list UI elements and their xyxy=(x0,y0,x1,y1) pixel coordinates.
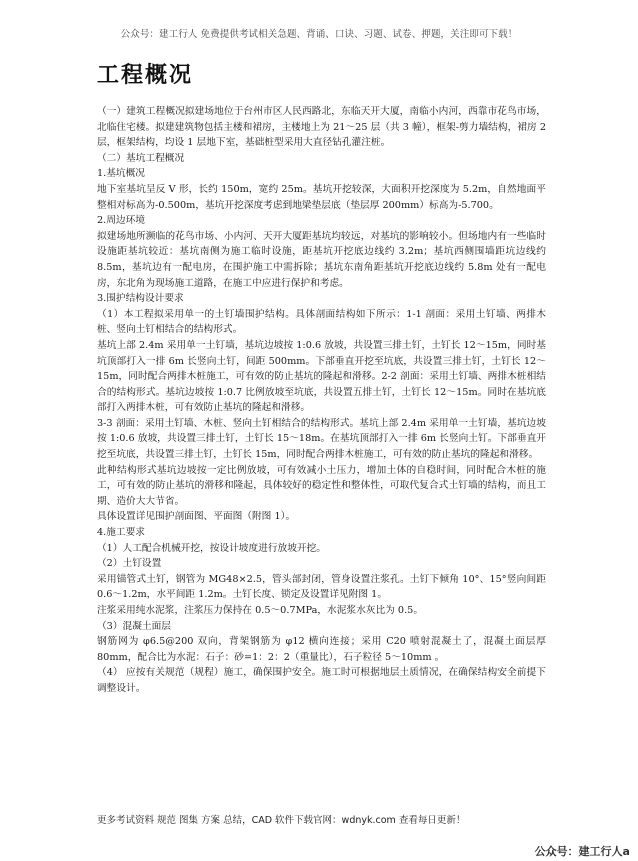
paragraph: 3-3 剖面：采用土钉墙、木桩、竖向土钉相结合的结构形式。基坑上部 2.4m 采用单一土钉墙，基坑边坡按 1:0.6 放坡，共设置三排土钉，土钉长 15～18m。在基坑顶部打入一排 6m 长竖向土钉。下部垂直开挖至坑底，共设置三排土钉，土钉长 15m，同时配合两排木桩施工，可有效的防止基坑的隆起和滑移。 xyxy=(97,417,546,461)
paragraph: 注浆采用纯水泥浆，注浆压力保持在 0.5～0.7MPa，水泥浆水灰比为 0.5。 xyxy=(97,605,424,616)
paragraph: 基坑上部 2.4m 采用单一土钉墙，基坑边坡按 1:0.6 放坡，共设置三排土钉，土钉长 12～15m，同时基坑顶部打入一排 6m 长竖向土钉，间距 500mm。下部垂直开挖至坑底，共设置三排土钉，土钉长 12～15m，同时配合两排木桩施工，可有效的防止基坑的隆起和滑移。2-2 剖面：采用土钉墙、两排木桩相结合的结构形式。基坑边坡按 1:0.7 比例放坡至坑底，共设置五排土钉，土钉长 12～15m。同时在基坑底部打入两排木桩，可有效防止基坑的隆起和滑移。 xyxy=(97,339,546,414)
paragraph: 具体设置详见围护剖面图、平面图（附图 1）。 xyxy=(97,511,296,523)
paragraph: （3）混凝土面层 xyxy=(97,620,171,632)
paragraph: 拟建场地所濒临的花鸟市场、小内河、天开大厦距基坑均较远，对基坑的影响较小。但场地内有一些临时设施距基坑较近：基坑南侧为施工临时设施，距基坑开挖底边线约 3.2m；基坑西侧围墙距坑边线约 8.5m，基坑边有一配电房，在围护施工中需拆除；基坑东南角距基坑开挖底边线约 5.8m 处有一配电房，东北角为现场施工道路，在施工中应进行保护和考虑。 xyxy=(97,230,546,289)
page-header-notice: 公众号：建工行人 免费提供考试相关急题、背诵、口诀、习题、试卷、押题，关注即可下载！ xyxy=(120,29,518,40)
page-title: 工程概况 xyxy=(97,63,194,88)
paragraph: 此种结构形式基坑边坡按一定比例放坡，可有效减小土压力，增加土体的自稳时间，同时配合木桩的施工，可有效的防止基坑的滑移和隆起，具体较好的稳定性和整体性，可取代复合式土钉墙的结构，而且工期、造价大大节省。 xyxy=(97,464,546,507)
footer-watermark: 公众号：建工行人a xyxy=(534,845,630,858)
document-body xyxy=(97,104,546,697)
paragraph: （1）人工配合机械开挖，按设计坡度进行放坡开挖。 xyxy=(97,542,326,554)
paragraph: （4） 应按有关规范（规程）施工，确保围护安全。施工时可根据地层土质情况，在确保结构安全前提下调整设计。 xyxy=(97,667,546,694)
paragraph: （一）建筑工程概况拟建场地位于台州市区人民西路北，东临天开大厦，南临小内河，西靠市花鸟市场，北临住宅楼。拟建建筑物包括主楼和裙房，主楼地上为 21～25 层（共 3 幢），框架-剪力墙结构，裙房 2 层，框架结构，均设 1 层地下室，基础桩型采用大直径钻孔灌注桩。 xyxy=(97,106,546,149)
paragraph: 采用锚管式土钉，钢管为 MG48×2.5，管头部封闭，管身设置注浆孔。土钉下倾角 10°、15°竖向间距 0.6～1.2m，水平间距 1.2m。土钉长度、锁定及设置详见附图 1。 xyxy=(97,573,546,601)
subsection-heading: 3.围护结构设计要求 xyxy=(97,293,184,305)
paragraph: （2）土钉设置 xyxy=(97,558,162,570)
paragraph: （1）本工程拟采用单一的土钉墙围护结构。具体剖面结构如下所示：1-1 剖面：采用土钉墙、两排木桩、竖向土钉相结合的结构形式。 xyxy=(97,308,546,336)
paragraph: 地下室基坑呈反 V 形，长约 150m，宽约 25m。基坑开挖较深，大面积开挖深度为 5.2m，自然地面平整相对标高为-0.500m，基坑开挖深度考虑到地梁垫层底（垫层厚 200mm）标高为-5.700。 xyxy=(97,183,546,211)
footer-download-note: 更多考试资料 规范 图集 方案 总结，CAD 软件下载官网：wdnyk.com 查看每日更新！ xyxy=(97,815,466,826)
paragraph: 钢筋网为 φ6.5@200 双向，背架钢筋为 φ12 横向连接；采用 C20 喷射混凝土了，混凝土面层厚 80mm，配合比为水泥：石子：砂=1：2：2（重量比），石子粒径 5～10mm 。 xyxy=(97,636,546,663)
subsection-heading: 1.基坑概况 xyxy=(97,168,145,180)
subsection-heading: 2.周边环境 xyxy=(97,215,145,227)
subsection-heading: 4.施工要求 xyxy=(97,527,145,539)
section-heading: （二）基坑工程概况 xyxy=(97,152,185,164)
